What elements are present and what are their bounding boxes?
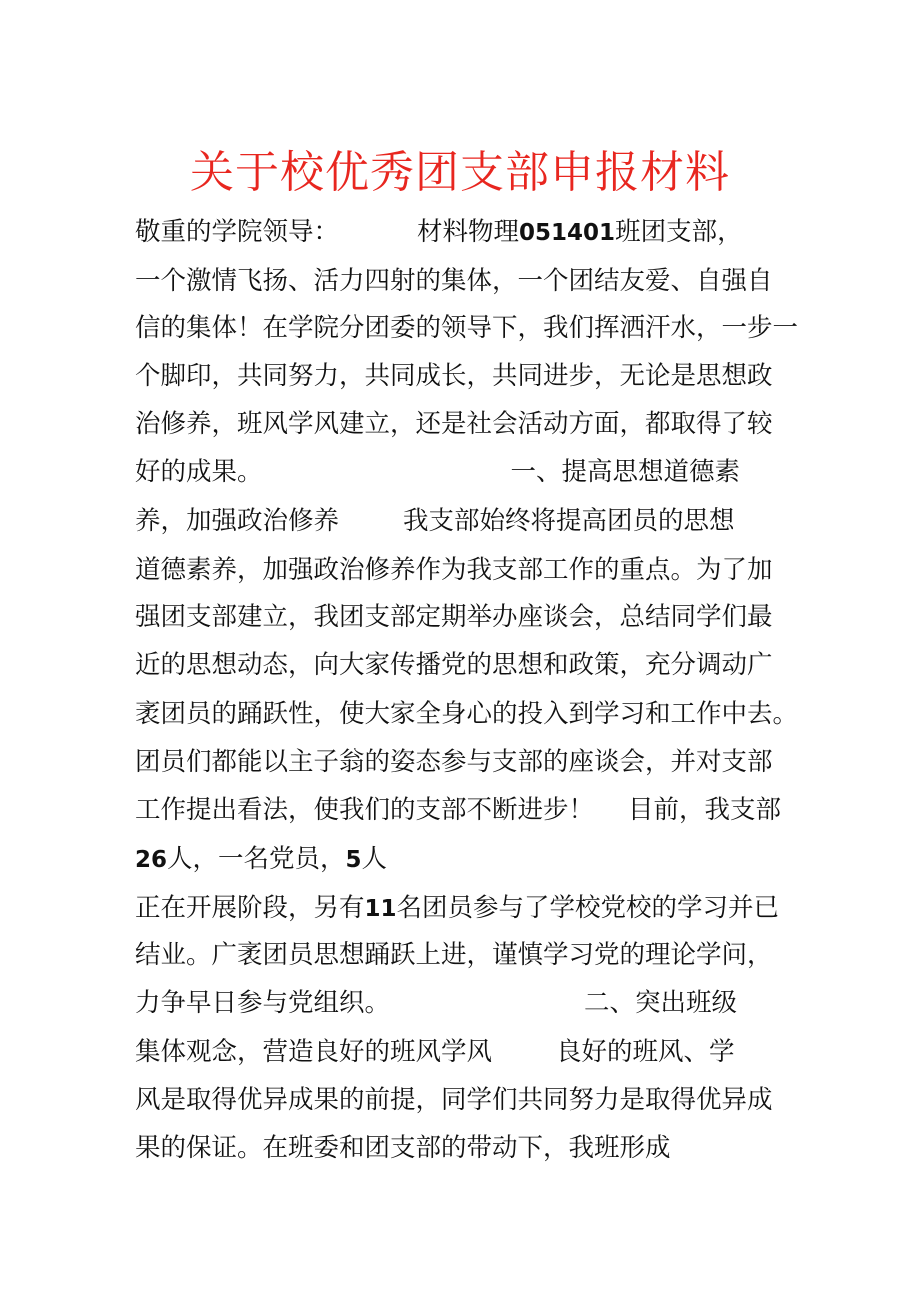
text-line-11: 袤团员的踊跃性，使大家全身心的投入到学习和工作中去。 xyxy=(135,699,799,729)
text-line-13: 工作提出看法，使我们的支部不断进步！ 目前，我支部 xyxy=(135,795,782,825)
party-school-count: 11 xyxy=(364,896,397,922)
section-heading-2: 二、突出班级 xyxy=(584,988,738,1018)
text-line-10: 近的思想动态，向大家传播党的思想和政策，充分调动广 xyxy=(135,650,773,680)
class-number: 051401 xyxy=(519,220,616,246)
document-title: 关于校优秀团支部申报材料 xyxy=(190,147,730,198)
text-line-1 xyxy=(135,215,743,250)
branch-name: 班团支部， xyxy=(615,217,743,247)
section-heading-2-cont: 集体观念，营造良好的班风学风 xyxy=(135,1037,493,1067)
text-line-8: 道德素养，加强政治修养作为我支部工作的重点。为了加 xyxy=(135,555,773,585)
probationary-count: 5 xyxy=(345,847,362,873)
member-count: 26 xyxy=(135,847,168,873)
text-line-7: 养，加强政治修养 我支部始终将提高团员的思想 xyxy=(135,506,735,536)
class-name: 材料物理 xyxy=(417,217,520,247)
text-line-16: 结业。广袤团员思想踊跃上进，谨慎学习党的理论学问， xyxy=(135,940,773,970)
text-line-17: 力争早日参与党组织。 二、突出班级 xyxy=(135,988,738,1018)
text-line-14: 26人，一名党员，5人 xyxy=(135,844,388,874)
text-line-4: 个脚印，共同努力，共同成长，共同进步，无论是思想政 xyxy=(135,361,773,391)
text-line-12: 团员们都能以主子翁的姿态参与支部的座谈会，并对支部 xyxy=(135,747,773,777)
text-line-3: 信的集体！在学院分团委的领导下，我们挥洒汗水，一步一 xyxy=(135,313,799,343)
text-line-15: 正在开展阶段，另有11名团员参与了学校党校的学习并已 xyxy=(135,893,780,923)
text-line-6: 好的成果。 一、提高思想道德素 xyxy=(135,457,741,487)
section-heading-1-cont: 养，加强政治修养 xyxy=(135,506,340,536)
section-heading-1: 一、提高思想道德素 xyxy=(510,457,741,487)
text-line-19: 风是取得优异成果的前提，同学们共同努力是取得优异成 xyxy=(135,1085,773,1115)
text-line-5: 治修养，班风学风建立，还是社会活动方面，都取得了较 xyxy=(135,409,773,439)
text-line-2: 一个激情飞扬、活力四射的集体，一个团结友爱、自强自 xyxy=(135,266,773,296)
salutation: 敬重的学院领导： xyxy=(135,217,340,247)
text-line-9: 强团支部建立，我团支部定期举办座谈会，总结同学们最 xyxy=(135,602,773,632)
text-line-20: 果的保证。在班委和团支部的带动下，我班形成 xyxy=(135,1133,671,1163)
text-line-18: 集体观念，营造良好的班风学风 良好的班风、学 xyxy=(135,1037,735,1067)
